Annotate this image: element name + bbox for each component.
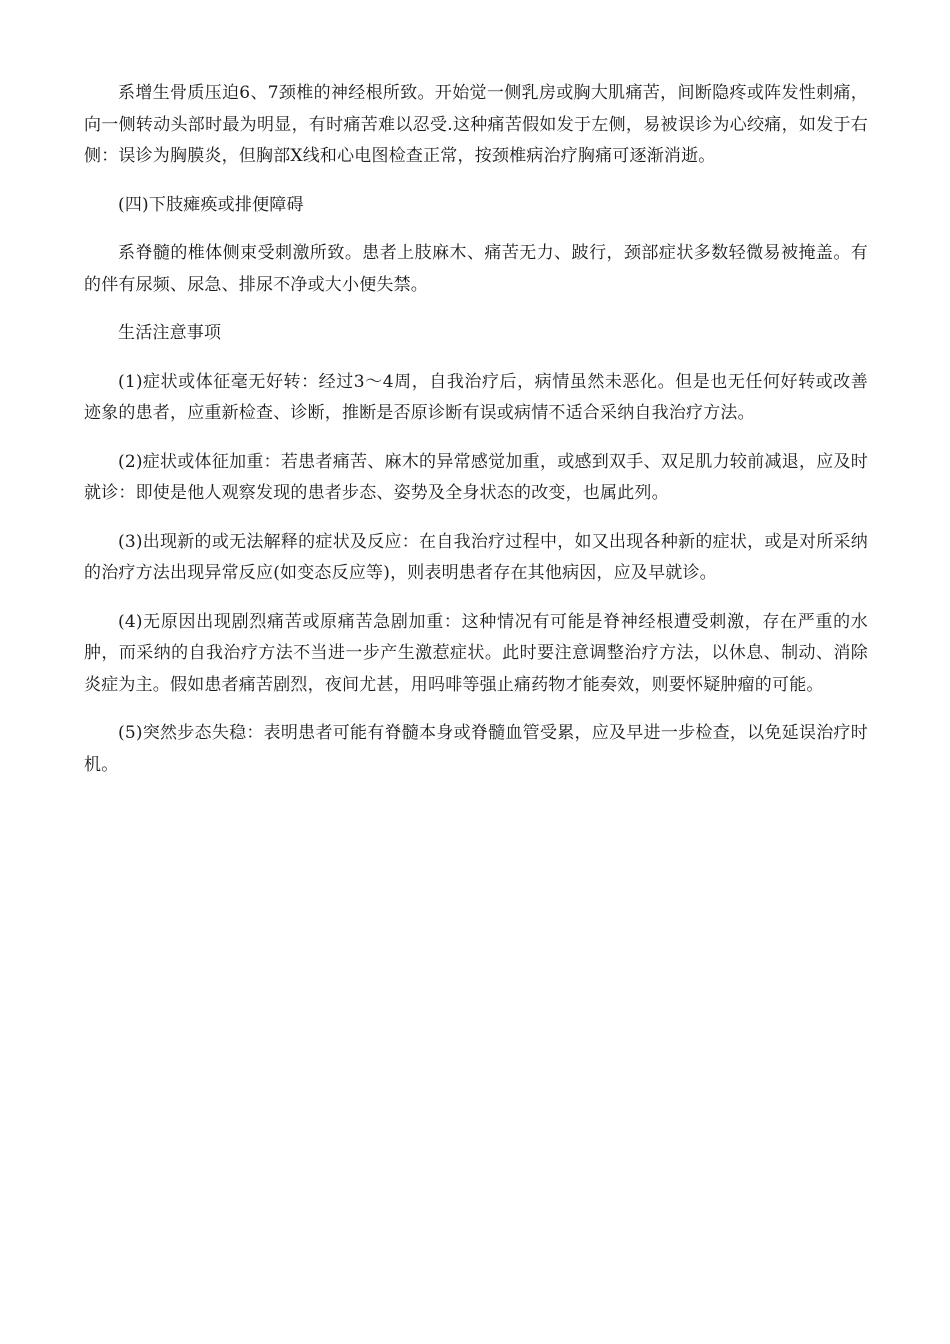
list-item-worsening-symptoms: (2)症状或体征加重：若患者痛苦、麻木的异常感觉加重，或感到双手、双足肌力较前减退，应及时就诊：即使是他人观察发现的患者步态、姿势及全身状态的改变，也属此列。 <box>84 451 868 503</box>
document-body <box>84 78 868 798</box>
list-item-no-improvement: (1)症状或体征毫无好转：经过3～4周，自我治疗后，病情虽然未恶化。但是也无任何好转或改善迹象的患者，应重新检查、诊断，推断是否原诊断有误或病情不适合采纳自我治疗方法。 <box>84 371 868 423</box>
list-item-gait-instability: (5)突然步态失稳：表明患者可能有脊髓本身或脊髓血管受累，应及早进一步检查，以免延误治疗时机。 <box>84 723 868 775</box>
section-heading-lower-limb-paralysis: (四)下肢瘫痪或排便障碍 <box>118 194 304 215</box>
paragraph-spinal-cord-compression: 系脊髓的椎体侧束受刺激所致。患者上肢麻木、痛苦无力、跛行，颈部症状多数轻微易被掩盖。有的伴有尿频、尿急、排尿不净或大小便失禁。 <box>84 243 868 295</box>
list-item-new-symptoms: (3)出现新的或无法解释的症状及反应：在自我治疗过程中，如又出现各种新的症状，或是对所采纳的治疗方法出现异常反应(如变态反应等)，则表明患者存在其他病因，应及早就诊。 <box>84 531 868 583</box>
paragraph-radicular-chest-pain: 系增生骨质压迫6、7颈椎的神经根所致。开始觉一侧乳房或胸大肌痛苦，间断隐疼或阵发性刺痛，向一侧转动头部时最为明显，有时痛苦难以忍受.这种痛苦假如发于左侧，易被误诊为心绞痛，如发于右侧：误诊为胸膜炎，但胸部X线和心电图检查正常，按颈椎病治疗胸痛可逐渐消逝。 <box>84 83 868 166</box>
section-heading-daily-precautions: 生活注意事项 <box>118 323 222 343</box>
list-item-severe-pain: (4)无原因出现剧烈痛苦或原痛苦急剧加重：这种情况有可能是脊神经根遭受刺激，存在严重的水肿，而采纳的自我治疗方法不当进一步产生激惹症状。此时要注意调整治疗方法，以休息、制动、消除炎症为主。假如患者痛苦剧烈，夜间尤甚，用吗啡等强止痛药物才能奏效，则要怀疑肿瘤的可能。 <box>84 611 868 695</box>
